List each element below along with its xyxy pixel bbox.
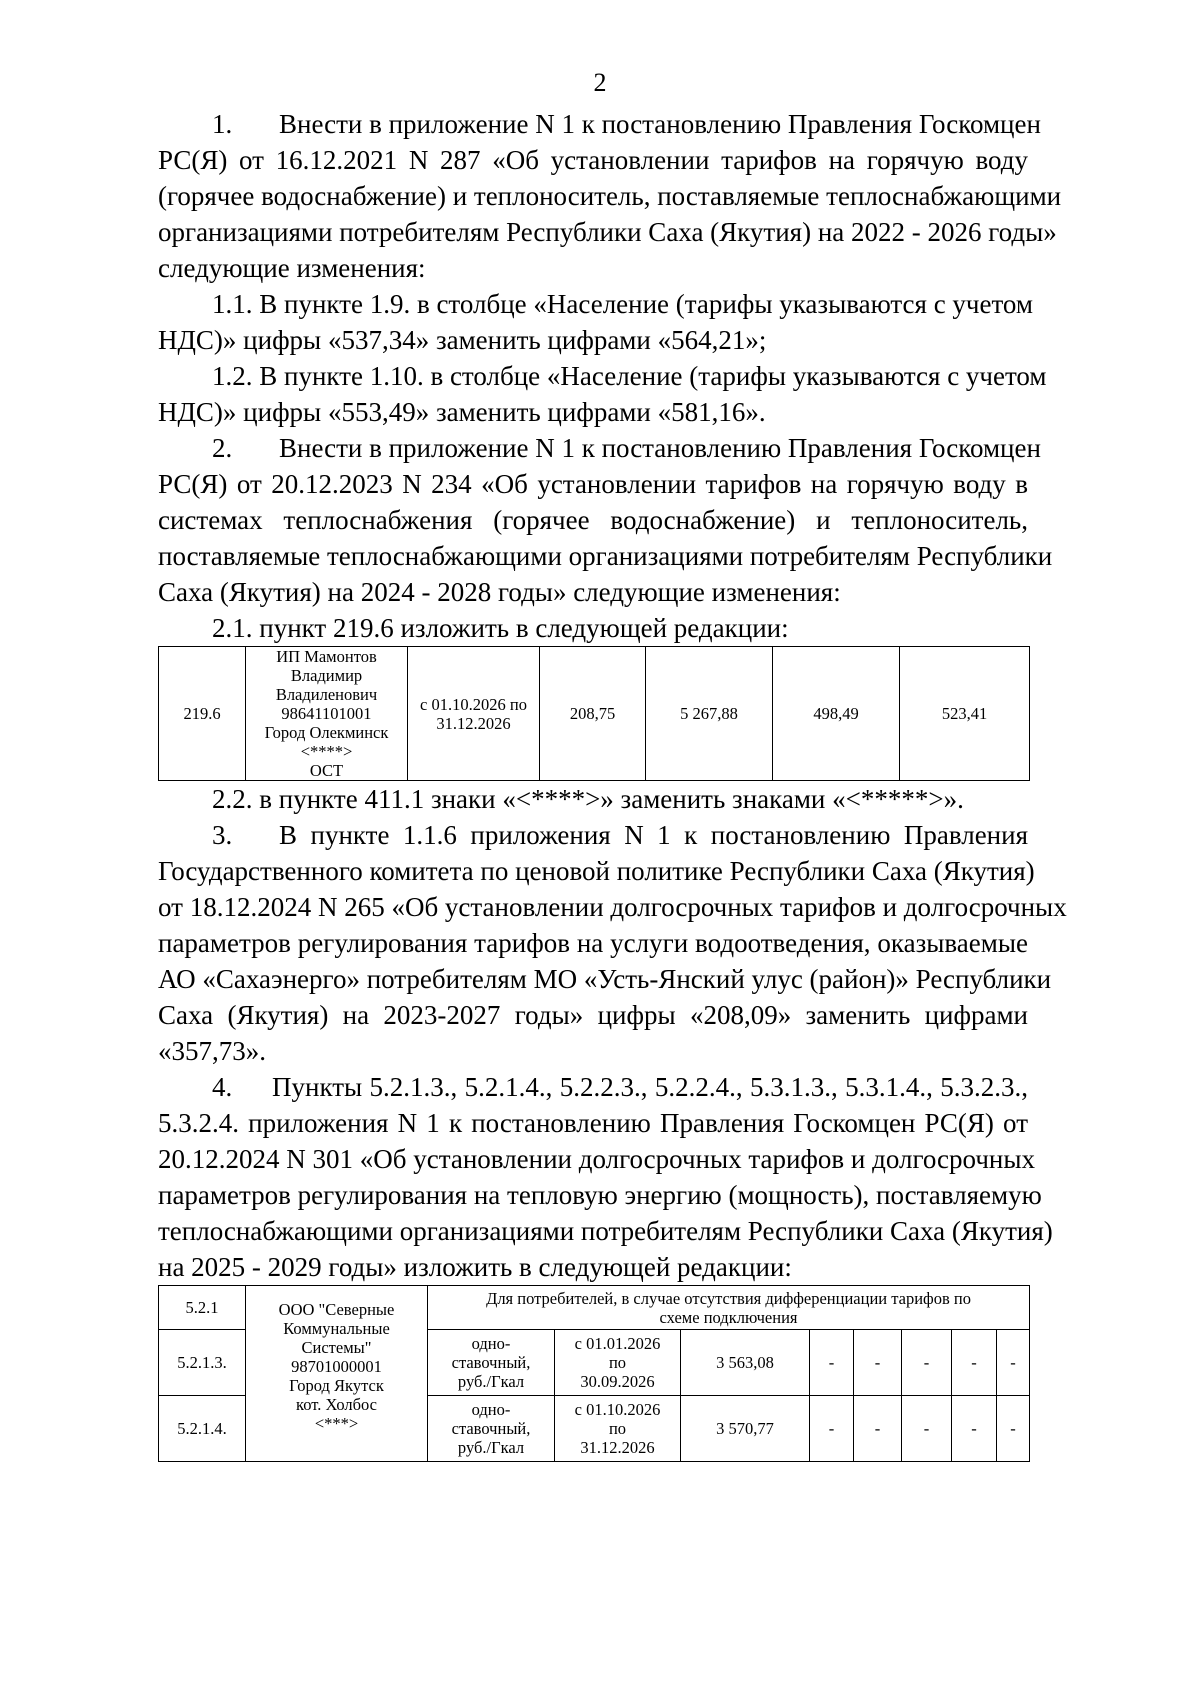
paragraph-2-line-4: поставляемые теплоснабжающими организациями потребителям Республики [158,541,1053,571]
cell-organization [246,1286,428,1462]
paragraph-1-line-3: (горячее водоснабжение) и теплоноситель, поставляемые теплоснабжающими [158,181,1062,211]
period-line: 30.09.2026 [580,1372,655,1391]
paragraph-2-line-1 [212,433,1041,463]
tariff-table-5-2-1 [158,1285,1030,1462]
cell-period [555,1330,681,1396]
paragraph-3-line-3: от 18.12.2024 N 265 «Об установлении долгосрочных тарифов и долгосрочных [158,892,1067,922]
cell-value: 3 570,77 [681,1396,810,1462]
org-line: Системы" [301,1338,372,1357]
org-line: Коммунальные [283,1319,390,1338]
type-line: одно- [471,1334,511,1353]
type-line: ставочный, [451,1419,531,1438]
cell-value-3: 498,49 [773,647,900,781]
paragraph-3-line-1 [212,820,1028,850]
period-line: по [608,1419,627,1438]
cell-dash: - [854,1396,902,1462]
cell-tariff-type [428,1330,555,1396]
page-number: 2 [593,68,607,97]
paragraph-4-line-4: параметров регулирования на тепловую энергию (мощность), поставляемую [158,1180,1042,1210]
org-line: ООО "Северные [278,1300,395,1319]
header-line: схеме подключения [659,1307,798,1327]
paragraph-1-line-2: РС(Я) от 16.12.2021 N 287 «Об установлении тарифов на горячую воду [158,145,1028,175]
cell-value-2: 5 267,88 [646,647,773,781]
cell-value: 3 563,08 [681,1330,810,1396]
paragraph-2-line-2: РС(Я) от 20.12.2023 N 234 «Об установлении тарифов на горячую воду в [158,469,1028,499]
cell-item-number: 5.2.1.4. [159,1396,246,1462]
org-line: <****> [300,742,353,761]
period-line: по [608,1353,627,1372]
paragraph-2-number: 2. [212,433,233,463]
cell-consumer-header [428,1286,1030,1330]
paragraph-2-line-5: Саха (Якутия) на 2024 - 2028 годы» следующие изменения: [158,577,841,607]
cell-value-1: 208,75 [540,647,646,781]
paragraph-1-line-4: организациями потребителям Республики Саха (Якутия) на 2022 - 2026 годы» [158,217,1057,247]
paragraph-3-number: 3. [212,820,233,850]
paragraph-1-line-1-text: Внести в приложение N 1 к постановлению Правления Госкомцен [279,109,1041,139]
cell-tariff-type [428,1396,555,1462]
paragraph-2-line-1-text: Внести в приложение N 1 к постановлению Правления Госкомцен [279,433,1041,463]
paragraph-3-line-2: Государственного комитета по ценовой политике Республики Саха (Якутия) [158,856,1035,886]
paragraph-4-line-1 [212,1072,1028,1102]
paragraph-1-1-line-1: 1.1. В пункте 1.9. в столбце «Население (тарифы указываются с учетом [212,289,1034,319]
period-line: с 01.01.2026 [574,1334,661,1353]
cell-dash: - [902,1396,952,1462]
cell-dash: - [902,1330,952,1396]
paragraph-3-line-6: Саха (Якутия) на 2023-2027 годы» цифры «208,09» заменить цифрами [158,1000,1028,1030]
paragraph-4-number: 4. [212,1072,233,1102]
period-line: 31.12.2026 [580,1438,655,1457]
paragraph-1-1-line-2: НДС)» цифры «537,34» заменить цифрами «564,21»; [158,325,767,355]
cell-dash: - [997,1330,1030,1396]
type-line: одно- [471,1400,511,1419]
paragraph-4-line-6: на 2025 - 2029 годы» изложить в следующей редакции: [158,1252,792,1282]
paragraph-4-line-3: 20.12.2024 N 301 «Об установлении долгосрочных тарифов и долгосрочных [158,1144,1035,1174]
cell-item-number: 5.2.1 [159,1286,246,1330]
paragraph-3-line-5: АО «Сахаэнерго» потребителям МО «Усть-Янский улус (район)» Республики [158,964,1052,994]
org-line: Город Олекминск [264,723,389,742]
paragraph-4-line-5: теплоснабжающими организациями потребителям Республики Саха (Якутия) [158,1216,1053,1246]
cell-dash: - [997,1396,1030,1462]
cell-period [408,647,540,781]
cell-item-number: 5.2.1.3. [159,1330,246,1396]
table-row [159,647,1030,781]
org-line: ОСТ [309,761,344,780]
table-row [159,1286,1030,1330]
cell-item-number: 219.6 [159,647,246,781]
paragraph-1-line-5: следующие изменения: [158,253,426,283]
org-line: Владимир [290,666,363,685]
cell-dash: - [854,1330,902,1396]
paragraph-3-line-1-text: В пункте 1.1.6 приложения N 1 к постановлению Правления [279,820,1028,850]
type-line: руб./Гкал [457,1438,525,1457]
paragraph-3-line-4: параметров регулирования тарифов на услуги водоотведения, оказываемые [158,928,1028,958]
type-line: ставочный, [451,1353,531,1372]
type-line: руб./Гкал [457,1372,525,1391]
cell-dash: - [952,1330,997,1396]
org-line: кот. Холбос [296,1395,377,1414]
paragraph-1-2-line-1: 1.2. В пункте 1.10. в столбце «Население (тарифы указываются с учетом [212,361,1047,391]
cell-value-4: 523,41 [900,647,1030,781]
cell-dash: - [952,1396,997,1462]
period-line: 31.12.2026 [436,713,511,733]
cell-organization [246,647,408,781]
cell-dash: - [810,1396,854,1462]
org-line: ИП Мамонтов [276,647,377,666]
paragraph-2-1: 2.1. пункт 219.6 изложить в следующей редакции: [212,613,789,643]
org-line: <***> [314,1414,359,1433]
org-line: Владиленович [275,685,378,704]
paragraph-4-line-1-text: Пункты 5.2.1.3., 5.2.1.4., 5.2.2.3., 5.2.2.4., 5.3.1.3., 5.3.1.4., 5.3.2.3., [272,1072,1028,1102]
cell-dash: - [810,1330,854,1396]
paragraph-4-line-2: 5.3.2.4. приложения N 1 к постановлению Правления Госкомцен РС(Я) от [158,1108,1028,1138]
tariff-table-219-6 [158,646,1030,781]
cell-period [555,1396,681,1462]
period-line: с 01.10.2026 [574,1400,661,1419]
paragraph-1-2-line-2: НДС)» цифры «553,49» заменить цифрами «581,16». [158,397,766,427]
paragraph-2-2: 2.2. в пункте 411.1 знаки «<****>» заменить знаками «<*****>». [212,784,964,814]
header-line: Для потребителей, в случае отсутствия дифференциации тарифов по [486,1288,971,1308]
paragraph-2-line-3: системах теплоснабжения (горячее водоснабжение) и теплоноситель, [158,505,1028,535]
paragraph-3-line-7: «357,73». [158,1036,266,1066]
org-line: 98701000001 [291,1357,382,1376]
org-line: Город Якутск [289,1376,384,1395]
paragraph-1-line-1 [212,109,1041,139]
org-line: 98641101001 [281,704,372,723]
period-line: с 01.10.2026 по [420,694,527,714]
paragraph-1-number: 1. [212,109,233,139]
